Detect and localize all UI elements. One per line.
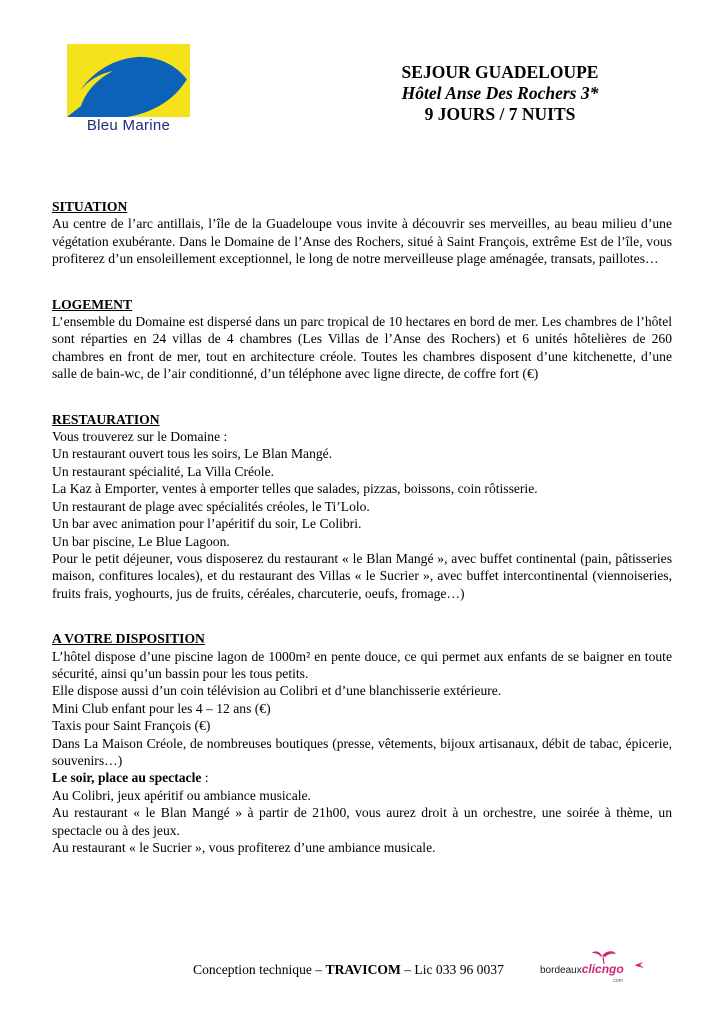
partner-domain: .com xyxy=(612,978,623,984)
section-heading: A VOTRE DISPOSITION xyxy=(52,631,205,647)
text-line: Au restaurant « le Sucrier », vous profiterez d’une ambiance musicale. xyxy=(52,840,436,855)
section-heading: RESTAURATION xyxy=(52,411,160,427)
section-text: Au restaurant « le Blan Mangé » à partir de 21h00, vous aurez droit à un orchestre, une soirée à thème, un spectacle ou à des jeux. xyxy=(52,805,672,838)
text-line: Un restaurant spécialité, La Villa Créole. xyxy=(52,463,275,479)
logo-wordmark: Bleu Marine xyxy=(86,117,171,134)
partner-name-b: clicngo xyxy=(581,962,624,976)
bleu-marine-logo xyxy=(67,44,190,136)
text-line: Au Colibri, jeux apéritif ou ambiance musicale. xyxy=(52,787,311,803)
logo-emblem xyxy=(67,44,190,117)
footer-suffix: – Lic 033 96 0037 xyxy=(400,962,504,977)
partner-logo xyxy=(540,948,650,988)
wave-logo-icon xyxy=(67,44,190,117)
document-body xyxy=(52,198,672,884)
text-line: Mini Club enfant pour les 4 – 12 ans (€) xyxy=(52,700,271,716)
text-line: Elle dispose aussi d’un coin télévision au Colibri et d’une blanchisserie extérieure. xyxy=(52,683,502,699)
section-heading: LOGEMENT xyxy=(52,296,133,312)
text-line: Un restaurant ouvert tous les soirs, Le Blan Mangé. xyxy=(52,446,333,462)
partner-wordmark xyxy=(540,962,624,976)
text-line: Un bar piscine, Le Blue Lagoon. xyxy=(52,533,230,549)
section-text: Dans La Maison Créole, de nombreuses boutiques (presse, vêtements, bijoux artisanaux, débit de tabac, épicerie, souvenirs…) xyxy=(52,735,672,768)
title-hotel: Hôtel Anse Des Rochers 3* xyxy=(401,83,599,103)
section-logement xyxy=(52,296,672,383)
section-text: Pour le petit déjeuner, vous disposerez du restaurant « le Blan Mangé », avec buffet continental (pain, pâtisseries maison, confitures locales), et du restaurant des Villas « le Sucrier », avec buffet intercontinental (viennoiseries, fruits frais, yoghourts, jus de fruits, céréales, charcuterie, oeufs, fromage…) xyxy=(52,550,672,601)
partner-name-a: bordeaux xyxy=(540,965,582,976)
spectacle-colon: : xyxy=(201,770,209,786)
text-line xyxy=(52,769,672,786)
footer-prefix: Conception technique – xyxy=(193,962,326,977)
title-duration: 9 JOURS / 7 NUITS xyxy=(424,104,576,124)
footer-company: TRAVICOM xyxy=(325,962,401,977)
section-heading: SITUATION xyxy=(52,199,128,214)
footer-credit xyxy=(193,962,504,978)
section-disposition xyxy=(52,630,672,856)
text-line: Taxis pour Saint François (€) xyxy=(52,718,211,734)
section-restauration xyxy=(52,411,672,602)
text-line: Un restaurant de plage avec spécialités créoles, le Ti’Lolo. xyxy=(52,498,370,514)
text-line: La Kaz à Emporter, ventes à emporter telles que salades, pizzas, boissons, coin rôtisserie. xyxy=(52,481,538,497)
title-destination: SEJOUR GUADELOUPE xyxy=(401,62,599,82)
text-line: Vous trouverez sur le Domaine : xyxy=(52,429,228,445)
section-text: Au centre de l’arc antillais, l’île de la Guadeloupe vous invite à découvrir ses merveilles, au beau milieu d’une végétation exubérante. Dans le Domaine de l’Anse des Rochers, situé à Saint François, extrême Est de l’île, vous profiterez d’un ensoleillement exceptionnel, le long de notre merveilleuse plage aménagée, transats, paillotes… xyxy=(52,216,672,267)
spectacle-label: Le soir, place au spectacle xyxy=(52,770,202,786)
document-title xyxy=(340,62,660,125)
section-text: L’ensemble du Domaine est dispersé dans un parc tropical de 10 hectares en bord de mer. Les chambres de l’hôtel sont réparties en 24 villas de 4 chambres (Les Villas de l’Anse des Rochers) et 6 unités hôtelières de 260 chambres en front de mer, tout en architecture créole. Toutes les chambres disposent d’une kitchenette, d’une salle de bain-wc, de l’air conditionné, d’un téléphone avec ligne directe, de coffre fort (€) xyxy=(52,314,672,382)
section-situation xyxy=(52,198,672,268)
text-line: Un bar avec animation pour l’apéritif du soir, Le Colibri. xyxy=(52,516,362,532)
section-text: L’hôtel dispose d’une piscine lagon de 1000m² en pente douce, ce qui permet aux enfants de se baigner en toute sécurité, ainsi qu’un bassin pour les tous petits. xyxy=(52,648,672,681)
